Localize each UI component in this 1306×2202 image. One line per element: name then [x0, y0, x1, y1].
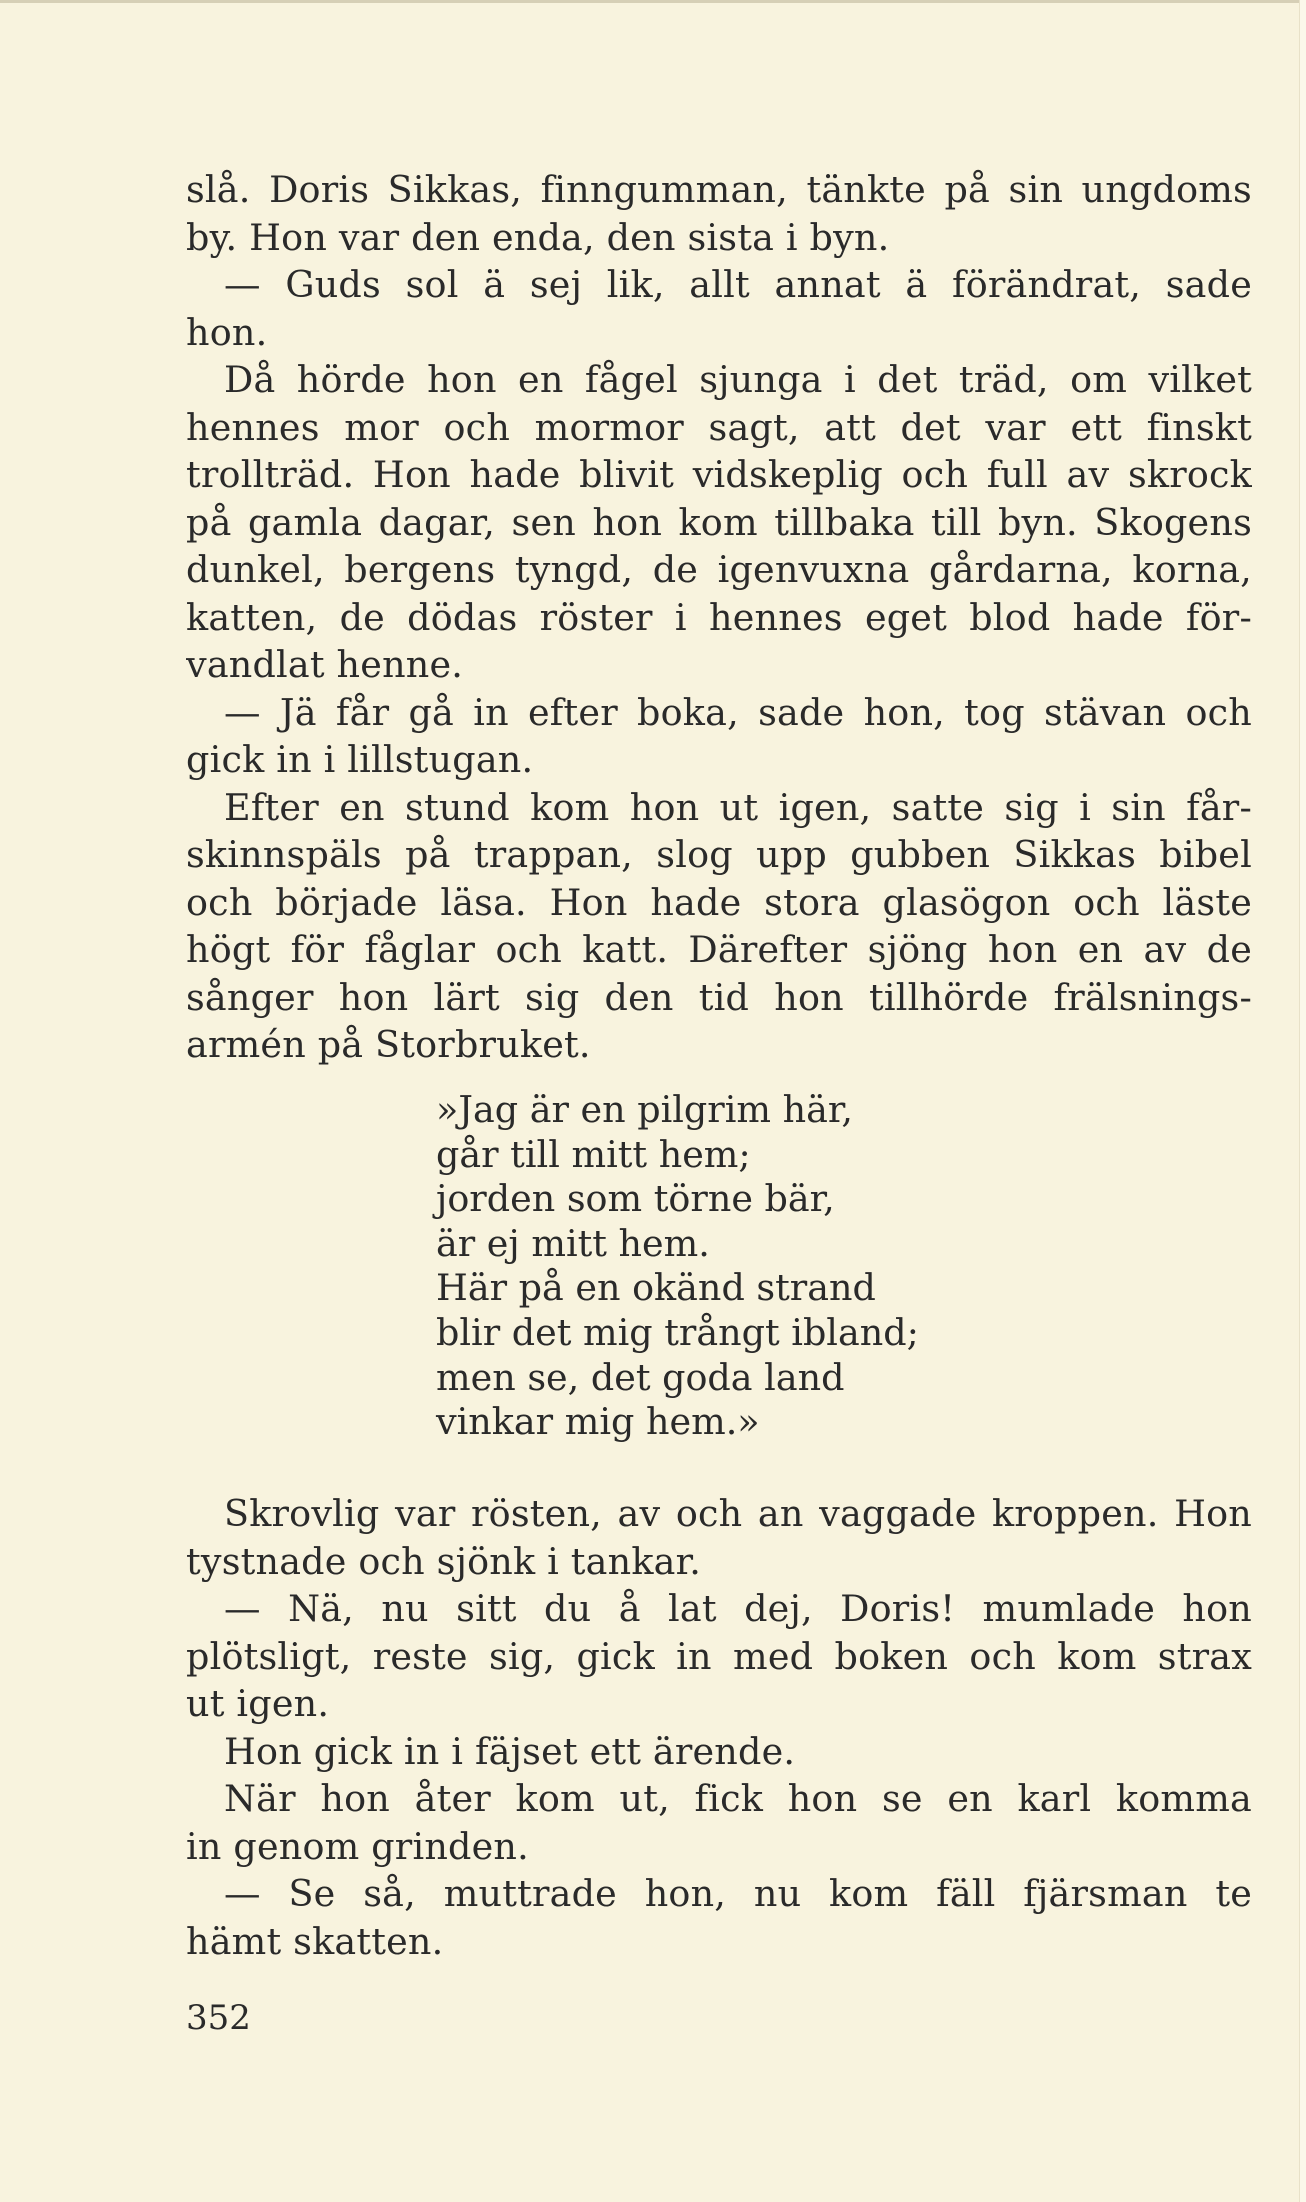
prose-block-bottom — [186, 1490, 1252, 1965]
text-line: trollträd. Hon hade blivit vidskeplig och full av skrock — [186, 453, 1252, 496]
verse-line: jorden som törne bär, — [436, 1177, 835, 1221]
verse-line: går till mitt hem; — [436, 1132, 751, 1176]
verse-line: blir det mig trångt ibland; — [436, 1310, 919, 1354]
text-line: vandlat henne. — [186, 643, 464, 686]
text-line: sånger hon lärt sig den tid hon tillhörde frälsnings- — [186, 975, 1252, 1019]
text-line: Skrovlig var rösten, av och an vaggade kroppen. Hon — [224, 1492, 1252, 1535]
text-line: på gamla dagar, sen hon kom tillbaka till byn. Skogens — [186, 500, 1252, 544]
prose-block-top — [186, 166, 1252, 1069]
page-top-edge — [0, 0, 1306, 3]
text-line: — Se så, muttrade hon, nu kom fäll fjärsman te — [224, 1872, 1252, 1915]
text-line: högt för fåglar och katt. Därefter sjöng hon en av de — [186, 928, 1252, 971]
text-line: och började läsa. Hon hade stora glasögon och läste — [186, 880, 1252, 924]
text-line: När hon åter kom ut, fick hon se en karl komma — [224, 1777, 1252, 1820]
verse-line: Här på en okänd strand — [436, 1266, 876, 1310]
text-line: — Jä får gå in efter boka, sade hon, tog stävan och — [224, 690, 1252, 734]
text-line: Hon gick in i fäjset ett ärende. — [224, 1729, 796, 1773]
text-line: — Nä, nu sitt du å lat dej, Doris! mumlade hon — [224, 1587, 1252, 1630]
hymn-verse — [436, 1088, 919, 1445]
text-line: ut igen. — [186, 1682, 330, 1725]
text-line: tystnade och sjönk i tankar. — [186, 1539, 702, 1583]
text-line: by. Hon var den enda, den sista i byn. — [186, 215, 890, 259]
text-line: hämt skatten. — [186, 1919, 444, 1963]
verse-line: men se, det goda land — [436, 1355, 845, 1399]
text-line: katten, de dödas röster i hennes eget blod hade för- — [186, 595, 1252, 639]
text-line: Då hörde hon en fågel sjunga i det träd, om vilket — [224, 358, 1252, 401]
text-line: — Guds sol ä sej lik, allt annat ä förändrat, sade — [224, 263, 1252, 306]
verse-line: är ej mitt hem. — [436, 1221, 710, 1265]
page-number: 352 — [186, 1998, 251, 2038]
text-line: skinnspäls på trappan, slog upp gubben Sikkas bibel — [186, 833, 1252, 876]
text-line: Efter en stund kom hon ut igen, satte sig i sin får- — [224, 785, 1252, 829]
page-right-edge — [1299, 0, 1306, 2202]
text-line: plötsligt, reste sig, gick in med boken och kom strax — [186, 1634, 1252, 1678]
verse-line: »Jag är en pilgrim här, — [436, 1088, 853, 1131]
text-line: armén på Storbruket. — [186, 1023, 591, 1066]
text-line: in genom grinden. — [186, 1824, 529, 1868]
text-line: dunkel, bergens tyngd, de igenvuxna gårdarna, korna, — [186, 548, 1252, 591]
text-line: hon. — [186, 310, 268, 354]
text-line: hennes mor och mormor sagt, att det var ett finskt — [186, 405, 1252, 449]
text-line: slå. Doris Sikkas, finngumman, tänkte på sin ungdoms — [186, 168, 1252, 211]
text-line: gick in i lillstugan. — [186, 738, 534, 781]
verse-line: vinkar mig hem.» — [436, 1400, 760, 1444]
